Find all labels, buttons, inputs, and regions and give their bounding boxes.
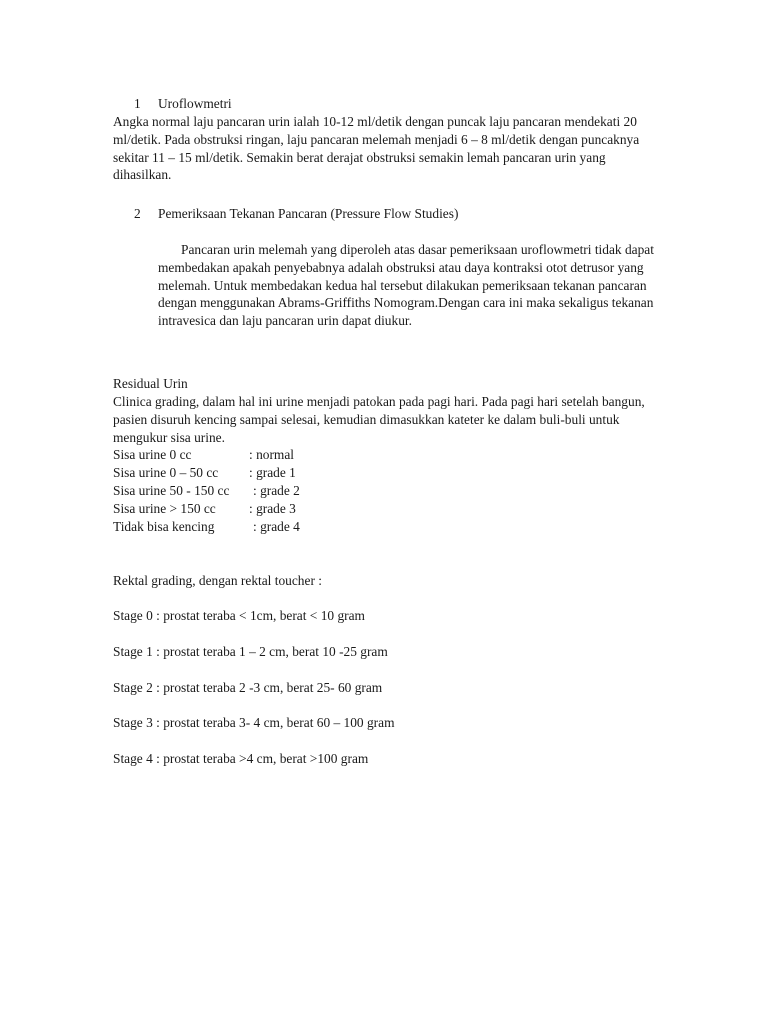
section-2-heading (134, 205, 458, 223)
grade-row (113, 500, 296, 518)
stage-line: Stage 0 : prostat teraba < 1cm, berat < 10 gram (113, 608, 365, 623)
section-1-text: Angka normal laju pancaran urin ialah 10-12 ml/detik dengan puncak laju pancaran mendekati 20 ml/detik. Pada obstruksi ringan, laju pancaran melemah menjadi 6 – 8 ml/detik dengan puncaknya sekitar 11 – 15 ml/detik. Semakin berat derajat obstruksi semakin lemah pancaran urin yang dihasilkan. (113, 114, 640, 183)
section-2-title: Pemeriksaan Tekanan Pancaran (Pressure Flow Studies) (158, 206, 459, 221)
grade-value: : normal (249, 447, 294, 462)
section-1-paragraph (113, 113, 658, 184)
stage-line: Stage 1 : prostat teraba 1 – 2 cm, berat 10 -25 gram (113, 644, 388, 659)
grade-value: : grade 2 (253, 483, 300, 498)
section-2-text: Pancaran urin melemah yang diperoleh atas dasar pemeriksaan uroflowmetri tidak dapat membedakan apakah penyebabnya adalah obstruksi atau daya kontraksi otot detrusor yang melemah. Untuk membedakan kedua hal tersebut dilakukan pemeriksaan tekanan pancaran dengan menggunakan Abrams-Griffiths Nomogram.Dengan cara ini maka sekaligus tekanan intravesica dan laju pancaran urin dapat diukur. (158, 242, 654, 329)
residual-text: Clinica grading, dalam hal ini urine menjadi patokan pada pagi hari. Pada pagi hari setelah bangun, pasien disuruh kencing sampai selesai, kemudian dimasukkan kateter ke dalam buli-buli untuk mengukur sisa urine. (113, 394, 645, 445)
grade-label: Sisa urine 50 - 150 cc (113, 483, 230, 498)
grade-row (113, 518, 300, 536)
grade-row (113, 446, 294, 464)
grade-label: Sisa urine 0 cc (113, 447, 192, 462)
residual-heading: Residual Urin (113, 376, 188, 391)
rektal-intro: Rektal grading, dengan rektal toucher : (113, 573, 322, 588)
grade-value: : grade 3 (249, 501, 296, 516)
section-1-number: 1 (134, 96, 141, 111)
section-2-paragraph (158, 241, 658, 330)
grade-label: Sisa urine 0 – 50 cc (113, 465, 219, 480)
section-2-number: 2 (134, 206, 141, 221)
section-1-heading (134, 95, 232, 113)
grade-row (113, 482, 300, 500)
grade-label: Sisa urine > 150 cc (113, 501, 216, 516)
grade-row (113, 464, 296, 482)
grade-label: Tidak bisa kencing (113, 519, 215, 534)
residual-paragraph (113, 393, 658, 446)
section-1-title: Uroflowmetri (158, 96, 232, 111)
stage-line: Stage 3 : prostat teraba 3- 4 cm, berat 60 – 100 gram (113, 715, 395, 730)
stage-line: Stage 4 : prostat teraba >4 cm, berat >100 gram (113, 751, 369, 766)
grade-value: : grade 4 (253, 519, 300, 534)
grade-value: : grade 1 (249, 465, 296, 480)
stage-line: Stage 2 : prostat teraba 2 -3 cm, berat 25- 60 gram (113, 680, 383, 695)
